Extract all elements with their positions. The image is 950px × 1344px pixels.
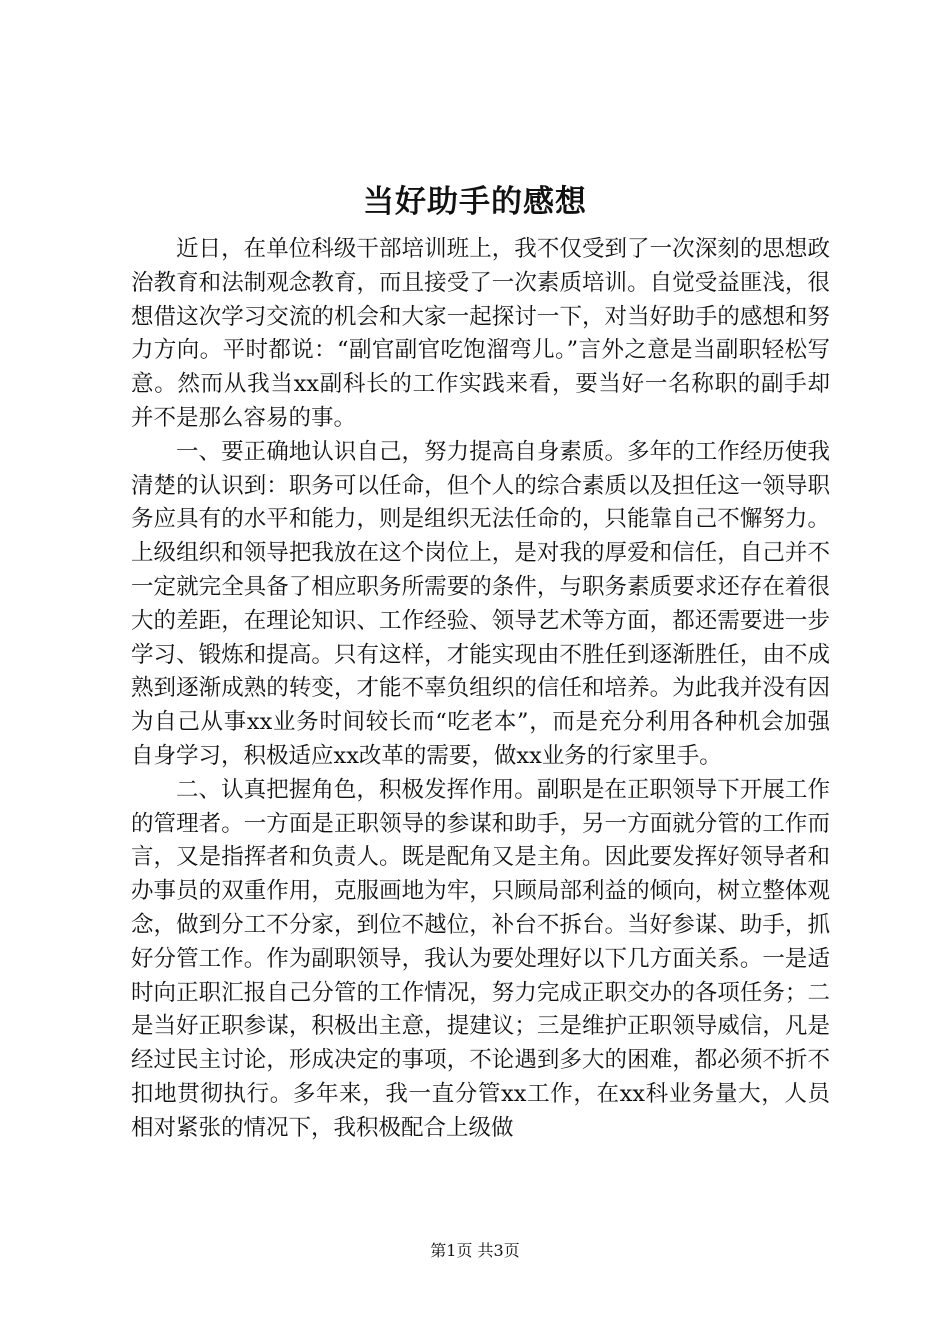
paragraph-section-2: 二、认真把握角色，积极发挥作用。副职是在正职领导下开展工作的管理者。一方面是正职领导的参谋和助手，另一方面就分管的工作而言，又是指挥者和负责人。既是配角又是主角。因此要发挥好领导者和办事员的双重作用，克服画地为牢，只顾局部利益的倾向，树立整体观念，做到分工不分家，到位不越位，补台不拆台。当好参谋、助手，抓好分管工作。作为副职领导，我认为要处理好以下几方面关系。一是适时向正职汇报自己分管的工作情况，努力完成正职交办的各项任务；二是当好正职参谋，积极出主意，提建议；三是维护正职领导威信，凡是经过民主讨论，形成决定的事项，不论遇到多大的困难，都必须不折不扣地贯彻执行。多年来，我一直分管xx工作，在xx科业务量大，人员相对紧张的情况下，我积极配合上级做 — [131, 776, 830, 1141]
paragraph-intro: 近日，在单位科级干部培训班上，我不仅受到了一次深刻的思想政治教育和法制观念教育，而且接受了一次素质培训。自觉受益匪浅，很想借这次学习交流的机会和大家一起探讨一下，对当好助手的感想和努力方向。平时都说：“副官副官吃饱溜弯儿。”言外之意是当副职轻松写意。然而从我当xx副科长的工作实践来看，要当好一名称职的副手却并不是那么容易的事。 — [131, 236, 830, 431]
document-body — [131, 233, 830, 1146]
paragraph-section-1: 一、要正确地认识自己，努力提高自身素质。多年的工作经历使我清楚的认识到：职务可以任命，但个人的综合素质以及担任这一领导职务应具有的水平和能力，则是组织无法任命的，只能靠自己不懈努力。上级组织和领导把我放在这个岗位上，是对我的厚爱和信任，自己并不一定就完全具备了相应职务所需要的条件，与职务素质要求还存在着很大的差距，在理论知识、工作经验、领导艺术等方面，都还需要进一步学习、锻炼和提高。只有这样，才能实现由不胜任到逐渐胜任，由不成熟到逐渐成熟的转变，才能不辜负组织的信任和培养。为此我并没有因为自己从事xx业务时间较长而“吃老本”，而是充分利用各种机会加强自身学习，积极适应xx改革的需要，做xx业务的行家里手。 — [131, 438, 830, 769]
document-title: 当好助手的感想 — [363, 184, 587, 220]
page-number-footer: 第1页 共3页 — [430, 1241, 520, 1260]
